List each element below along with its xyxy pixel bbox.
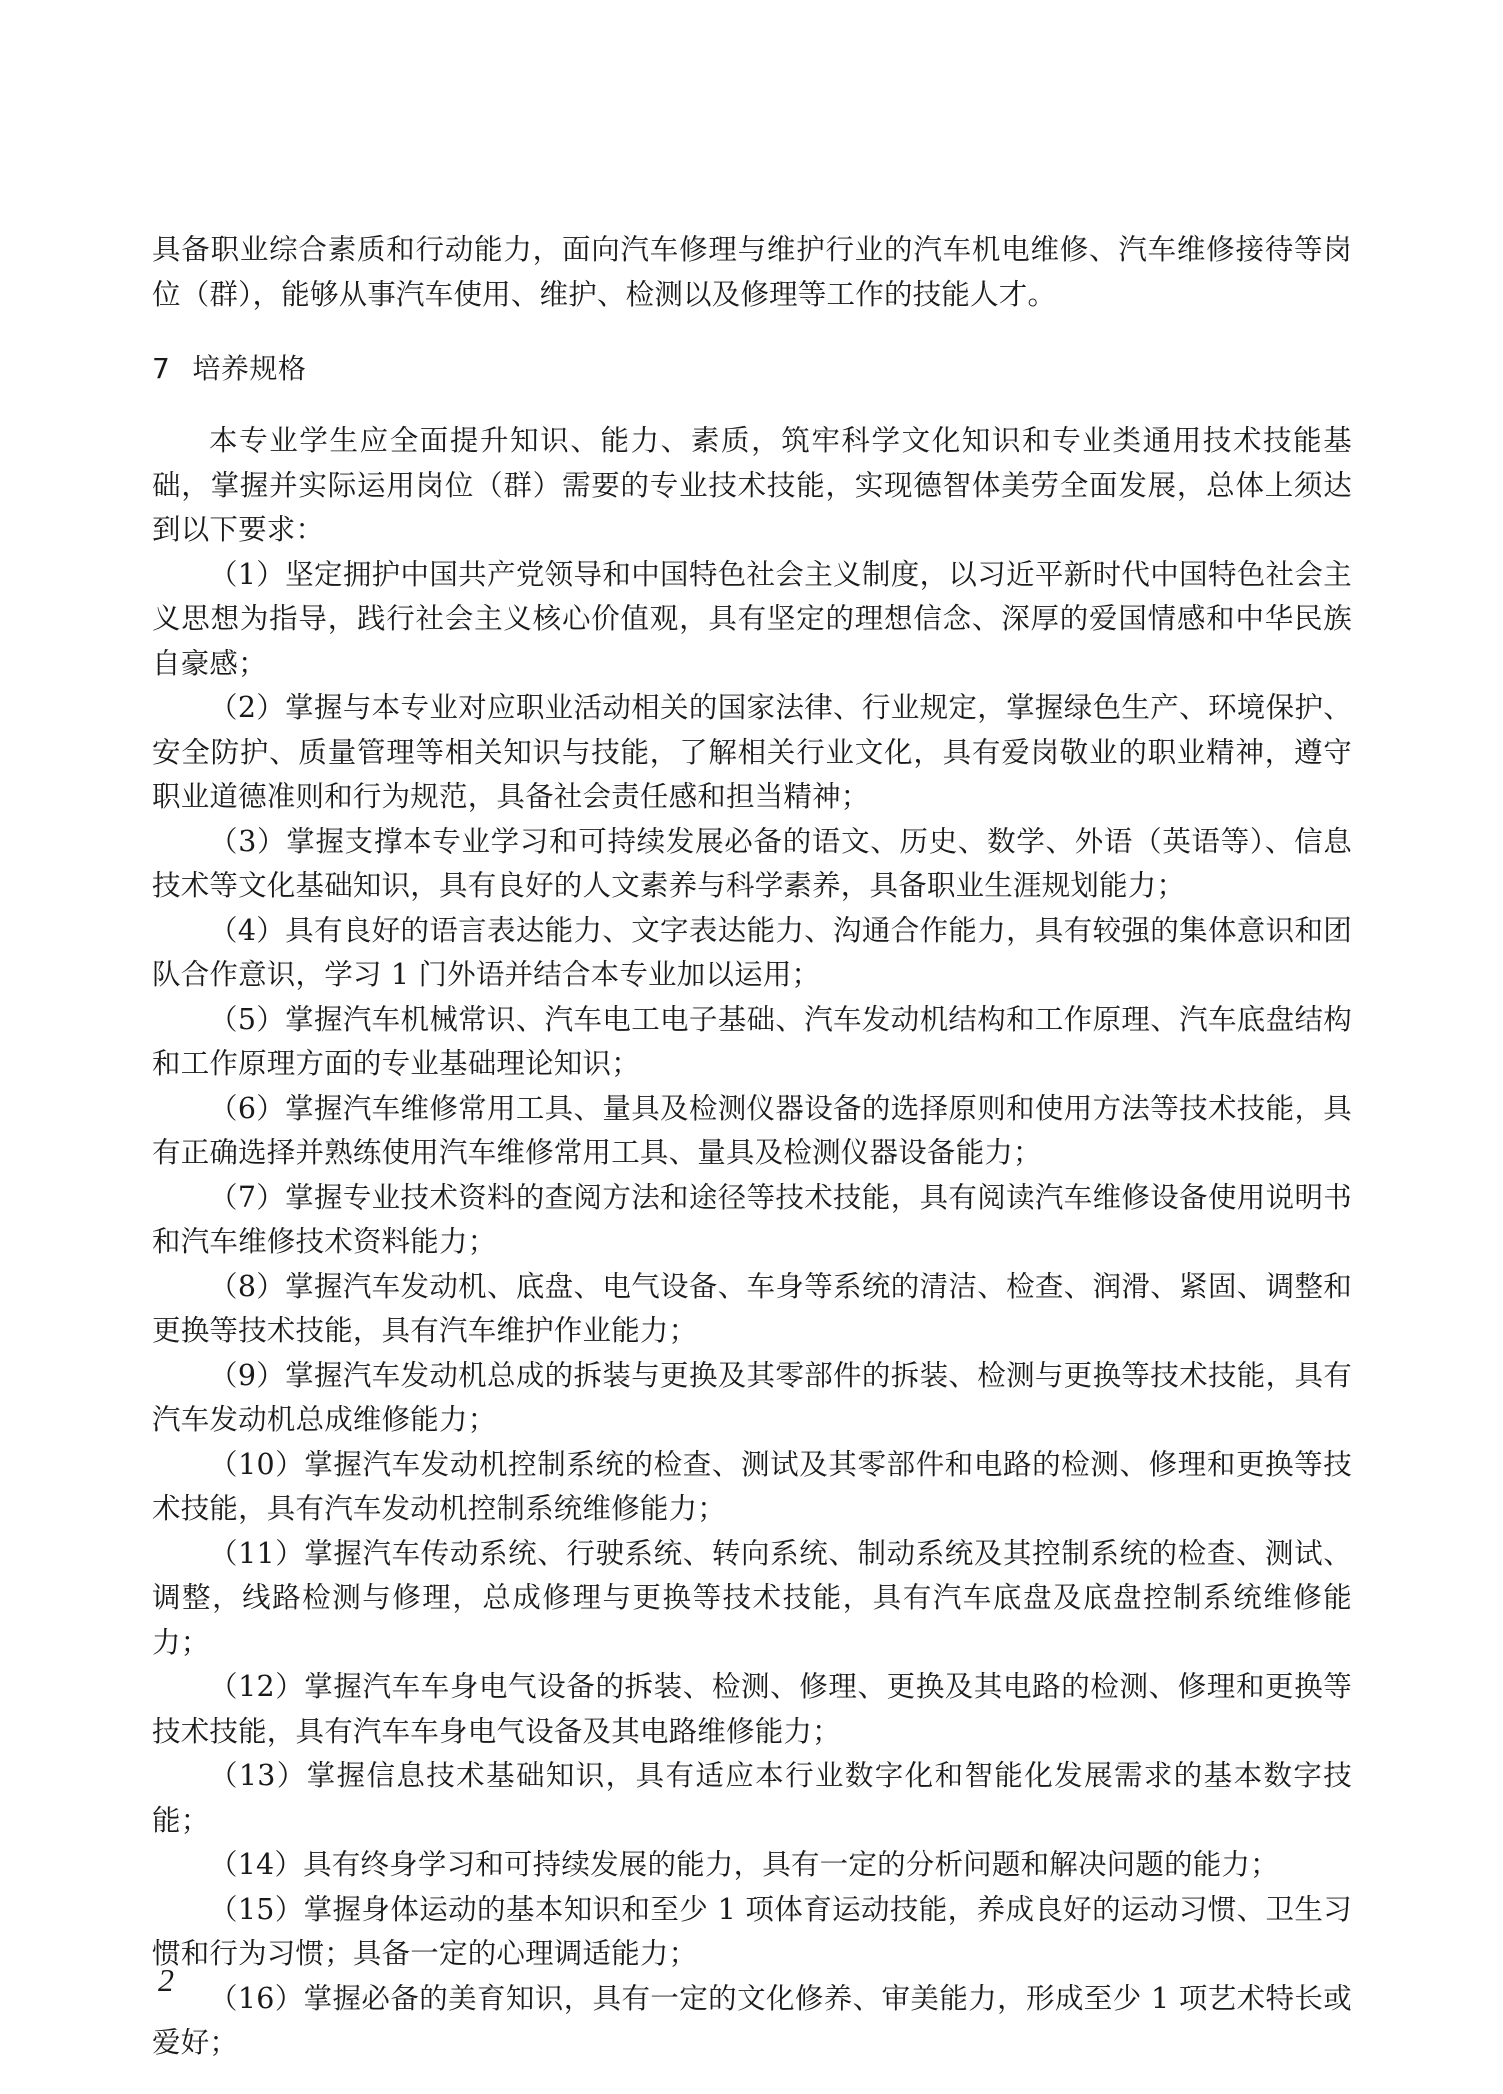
- requirement-item-12: （12）掌握汽车车身电气设备的拆装、检测、修理、更换及其电路的检测、修理和更换等技术技能，具有汽车车身电气设备及其电路维修能力；: [152, 1670, 1352, 1748]
- section-lead-paragraph: 本专业学生应全面提升知识、能力、素质，筑牢科学文化知识和专业类通用技术技能基础，掌握并实际运用岗位（群）需要的专业技术技能，实现德智体美劳全面发展，总体上须达到以下要求：: [152, 424, 1352, 546]
- requirement-item-16: （16）掌握必备的美育知识，具有一定的文化修养、审美能力，形成至少 1 项艺术特长或爱好；: [152, 1981, 1352, 2059]
- requirement-item-14: （14）具有终身学习和可持续发展的能力，具有一定的分析问题和解决问题的能力；: [209, 1848, 1279, 1881]
- requirement-item-5: （5）掌握汽车机械常识、汽车电工电子基础、汽车发动机结构和工作原理、汽车底盘结构和工作原理方面的专业基础理论知识；: [152, 1002, 1352, 1080]
- intro-paragraph: 具备职业综合素质和行动能力，面向汽车修理与维护行业的汽车机电维修、汽车维修接待等岗位（群），能够从事汽车使用、维护、检测以及修理等工作的技能人才。: [152, 233, 1352, 311]
- requirement-item-10: （10）掌握汽车发动机控制系统的检查、测试及其零部件和电路的检测、修理和更换等技术技能，具有汽车发动机控制系统维修能力；: [152, 1447, 1352, 1525]
- requirement-item-13: （13）掌握信息技术基础知识，具有适应本行业数字化和智能化发展需求的基本数字技能；: [152, 1759, 1352, 1837]
- requirement-item-7: （7）掌握专业技术资料的查阅方法和途径等技术技能，具有阅读汽车维修设备使用说明书和汽车维修技术资料能力；: [152, 1180, 1352, 1258]
- section-title: 培养规格: [192, 352, 307, 385]
- section-number: 7: [152, 352, 171, 385]
- requirement-item-6: （6）掌握汽车维修常用工具、量具及检测仪器设备的选择原则和使用方法等技术技能，具有正确选择并熟练使用汽车维修常用工具、量具及检测仪器设备能力；: [152, 1091, 1352, 1169]
- requirement-item-15: （15）掌握身体运动的基本知识和至少 1 项体育运动技能，养成良好的运动习惯、卫生习惯和行为习惯；具备一定的心理调适能力；: [152, 1892, 1352, 1970]
- requirement-item-1: （1）坚定拥护中国共产党领导和中国特色社会主义制度，以习近平新时代中国特色社会主义思想为指导，践行社会主义核心价值观，具有坚定的理想信念、深厚的爱国情感和中华民族自豪感；: [152, 557, 1352, 680]
- page-body: [152, 228, 1352, 2066]
- requirement-item-4: （4）具有良好的语言表达能力、文字表达能力、沟通合作能力，具有较强的集体意识和团队合作意识，学习 1 门外语并结合本专业加以运用；: [152, 913, 1352, 991]
- requirement-item-2: （2）掌握与本专业对应职业活动相关的国家法律、行业规定，掌握绿色生产、环境保护、安全防护、质量管理等相关知识与技能，了解相关行业文化，具有爱岗敬业的职业精神，遵守职业道德准则和行为规范，具备社会责任感和担当精神；: [152, 691, 1352, 813]
- requirement-item-11: （11）掌握汽车传动系统、行驶系统、转向系统、制动系统及其控制系统的检查、测试、调整，线路检测与修理，总成修理与更换等技术技能，具有汽车底盘及底盘控制系统维修能力；: [152, 1536, 1352, 1659]
- page-number: 2: [158, 1962, 174, 1998]
- section-heading: [152, 347, 1352, 391]
- requirement-item-3: （3）掌握支撑本专业学习和可持续发展必备的语文、历史、数学、外语（英语等）、信息技术等文化基础知识，具有良好的人文素养与科学素养，具备职业生涯规划能力；: [152, 824, 1352, 902]
- requirement-item-9: （9）掌握汽车发动机总成的拆装与更换及其零部件的拆装、检测与更换等技术技能，具有汽车发动机总成维修能力；: [152, 1358, 1352, 1436]
- requirement-item-8: （8）掌握汽车发动机、底盘、电气设备、车身等系统的清洁、检查、润滑、紧固、调整和更换等技术技能，具有汽车维护作业能力；: [152, 1269, 1352, 1347]
